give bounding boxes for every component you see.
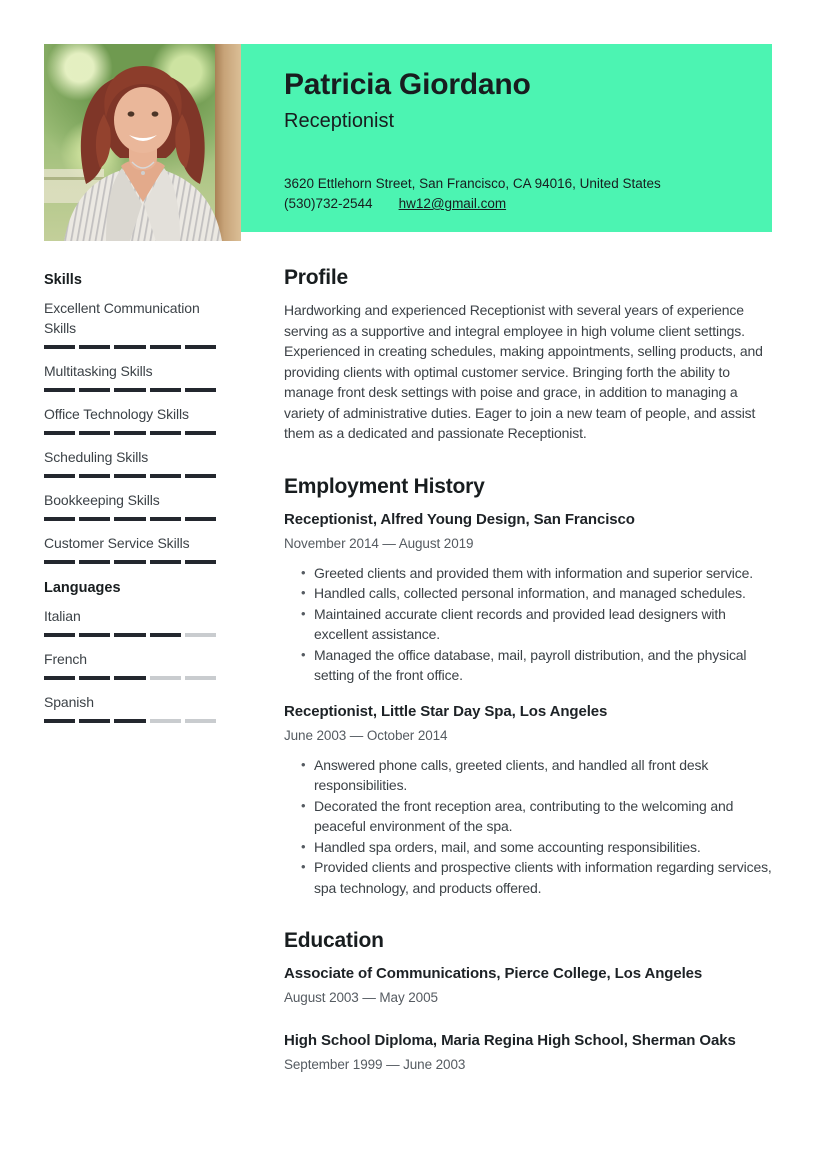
bar-segment-filled <box>150 431 181 435</box>
bar-segment-filled <box>150 517 181 521</box>
profile-section <box>284 264 772 444</box>
bar-segment-filled <box>79 388 110 392</box>
skill-label: Office Technology Skills <box>44 406 189 422</box>
education-title: High School Diploma, Maria Regina High School, Sherman Oaks <box>284 1032 736 1049</box>
skill-item <box>44 533 216 564</box>
job-bullet: • Handled calls, collected personal information, and managed schedules. <box>284 583 772 604</box>
education-heading: Education <box>284 929 384 952</box>
bar-segment-filled <box>150 633 181 637</box>
rating-bar <box>44 719 216 723</box>
rating-bar <box>44 517 216 521</box>
header-band <box>241 44 772 232</box>
skill-item <box>44 298 216 349</box>
bar-segment-filled <box>185 431 216 435</box>
languages-list <box>44 606 216 723</box>
job-entry <box>284 509 772 686</box>
education-list <box>284 963 772 1075</box>
bar-segment-filled <box>150 474 181 478</box>
rating-bar <box>44 474 216 478</box>
rating-bar <box>44 345 216 349</box>
bar-segment-filled <box>114 676 145 680</box>
bar-segment-filled <box>114 633 145 637</box>
bar-segment-filled <box>79 633 110 637</box>
bar-segment-filled <box>150 560 181 564</box>
skill-item <box>44 404 216 435</box>
profile-heading: Profile <box>284 266 348 289</box>
jobs-list <box>284 509 772 899</box>
skill-label: Customer Service Skills <box>44 535 190 551</box>
bar-segment-filled <box>44 474 75 478</box>
bar-segment-filled <box>44 431 75 435</box>
education-dates: August 2003 — May 2005 <box>284 990 438 1005</box>
bar-segment-filled <box>79 560 110 564</box>
bar-segment-filled <box>44 719 75 723</box>
job-bullet: • Managed the office database, mail, payroll distribution, and the physical setting of the front office. <box>284 645 772 686</box>
bar-segment-filled <box>79 474 110 478</box>
bar-segment-filled <box>79 719 110 723</box>
job-bullet: • Provided clients and prospective clients with information regarding services, spa technology, and products offered. <box>284 857 772 898</box>
bar-segment-filled <box>185 345 216 349</box>
bar-segment-filled <box>114 431 145 435</box>
bar-segment-filled <box>44 345 75 349</box>
bar-segment-empty <box>185 719 216 723</box>
bar-segment-filled <box>185 474 216 478</box>
skill-label: Multitasking Skills <box>44 363 153 379</box>
phone-number: (530)732-2544 <box>284 196 373 211</box>
job-bullets <box>284 563 772 686</box>
email-link[interactable]: hw12@gmail.com <box>398 196 507 211</box>
bar-segment-empty <box>150 676 181 680</box>
language-item <box>44 692 216 723</box>
bar-segment-filled <box>44 388 75 392</box>
job-bullets <box>284 755 772 899</box>
bar-segment-empty <box>185 633 216 637</box>
job-dates: June 2003 — October 2014 <box>284 727 448 743</box>
job-dates: November 2014 — August 2019 <box>284 535 474 551</box>
languages-heading: Languages <box>44 580 121 596</box>
bar-segment-empty <box>150 719 181 723</box>
address-text: 3620 Ettlehorn Street, San Francisco, CA 94016, United States <box>284 176 661 191</box>
bar-segment-filled <box>114 560 145 564</box>
bar-segment-empty <box>185 676 216 680</box>
skill-label: Excellent Communication Skills <box>44 300 200 336</box>
education-dates: September 1999 — June 2003 <box>284 1057 466 1072</box>
education-title: Associate of Communications, Pierce College, Los Angeles <box>284 965 703 982</box>
job-title: Receptionist, Alfred Young Design, San Francisco <box>284 510 635 528</box>
education-entry <box>284 963 772 1008</box>
skill-label: Bookkeeping Skills <box>44 492 160 508</box>
main-content <box>284 264 772 1075</box>
language-label: Italian <box>44 608 81 624</box>
job-bullet: • Greeted clients and provided them with information and superior service. <box>284 563 772 584</box>
bar-segment-filled <box>185 517 216 521</box>
skill-label: Scheduling Skills <box>44 449 149 465</box>
job-bullet: • Answered phone calls, greeted clients, and handled all front desk responsibilities. <box>284 755 772 796</box>
bar-segment-filled <box>150 388 181 392</box>
skill-item <box>44 447 216 478</box>
candidate-name: Patricia Giordano <box>284 68 531 101</box>
skills-heading: Skills <box>44 272 82 288</box>
bar-segment-filled <box>79 676 110 680</box>
employment-section <box>284 473 772 899</box>
job-bullet: • Handled spa orders, mail, and some accounting responsibilities. <box>284 837 772 858</box>
rating-bar <box>44 431 216 435</box>
contact-info <box>284 174 742 214</box>
employment-heading: Employment History <box>284 474 485 498</box>
bar-segment-filled <box>185 560 216 564</box>
language-item <box>44 649 216 680</box>
bar-segment-filled <box>114 719 145 723</box>
job-entry <box>284 701 772 899</box>
bar-segment-filled <box>185 388 216 392</box>
bar-segment-filled <box>114 388 145 392</box>
language-label: French <box>44 651 87 667</box>
portrait-illustration <box>44 44 241 241</box>
bar-segment-filled <box>44 676 75 680</box>
rating-bar <box>44 676 216 680</box>
rating-bar <box>44 633 216 637</box>
bar-segment-filled <box>150 345 181 349</box>
bar-segment-filled <box>44 633 75 637</box>
bar-segment-filled <box>79 431 110 435</box>
language-label: Spanish <box>44 694 94 710</box>
bar-segment-filled <box>114 345 145 349</box>
sidebar <box>44 270 216 735</box>
bar-segment-filled <box>44 517 75 521</box>
skill-item <box>44 361 216 392</box>
profile-photo <box>44 44 241 241</box>
bar-segment-filled <box>79 517 110 521</box>
profile-text: Hardworking and experienced Receptionist with several years of experience serving as a supportive and integral employee in high volume client settings. Experienced in creating schedules, making appointments, selling products, and providing clients with optimal customer service. Bringing forth the ability to manage front desk settings with poise and grace, in addition to managing a variety of administrative duties. Eager to join a new team of people, and assist them as a dedicated and passionate Receptionist. <box>284 302 763 441</box>
skills-list <box>44 298 216 564</box>
education-entry <box>284 1030 772 1075</box>
job-bullet: • Decorated the front reception area, contributing to the welcoming and peaceful environment of the spa. <box>284 796 772 837</box>
job-title: Receptionist, Little Star Day Spa, Los Angeles <box>284 702 608 720</box>
job-bullet: • Maintained accurate client records and provided lead designers with excellent assistance. <box>284 604 772 645</box>
rating-bar <box>44 560 216 564</box>
language-item <box>44 606 216 637</box>
education-section <box>284 927 772 1075</box>
skill-item <box>44 490 216 521</box>
bar-segment-filled <box>79 345 110 349</box>
bar-segment-filled <box>44 560 75 564</box>
bar-segment-filled <box>114 517 145 521</box>
candidate-job-title: Receptionist <box>284 110 395 132</box>
rating-bar <box>44 388 216 392</box>
bar-segment-filled <box>114 474 145 478</box>
